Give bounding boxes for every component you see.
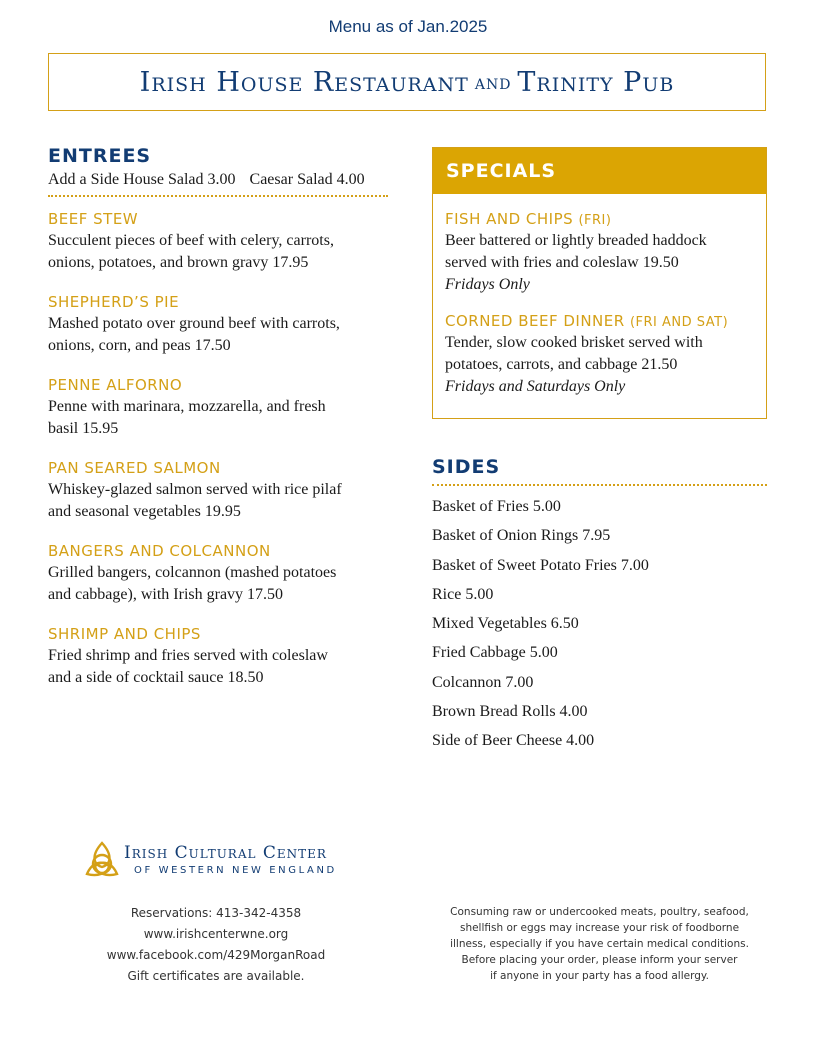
- entrees-section: [48, 145, 388, 708]
- entree-item: [48, 459, 388, 542]
- warning-line: Before placing your order, please inform your server: [461, 954, 738, 966]
- contact-info: [90, 903, 342, 987]
- side-item: Basket of Fries 5.00: [432, 498, 561, 515]
- logo-name: Irish Cultural Center: [124, 843, 327, 863]
- entree-description: Fried shrimp and fries served with coleslaw and a side of cocktail sauce 18.50: [48, 647, 328, 686]
- special-availability: Fridays and Saturdays Only: [445, 378, 626, 395]
- warning-line: Consuming raw or undercooked meats, poultry, seafood,: [450, 906, 749, 918]
- side-item: Brown Bread Rolls 4.00: [432, 703, 588, 721]
- warning-line: if anyone in your party has a food allergy.: [490, 970, 709, 982]
- entree-item: [48, 210, 388, 293]
- side-item: Mixed Vegetables 6.50: [432, 615, 579, 633]
- specials-heading: SPECIALS: [433, 148, 766, 194]
- special-item: [433, 312, 766, 398]
- irish-cultural-center-logo: [82, 840, 362, 882]
- entree-name: PENNE ALFORNO: [48, 376, 183, 394]
- side-item: Side of Beer Cheese 4.00: [432, 732, 595, 750]
- special-name: CORNED BEEF DINNER (FRI AND SAT): [445, 312, 729, 330]
- side-item: Basket of Sweet Potato Fries 7.00: [432, 556, 649, 574]
- entree-description: Grilled bangers, colcannon (mashed potatoes and cabbage), with Irish gravy 17.50: [48, 564, 337, 603]
- sides-heading: SIDES: [432, 456, 501, 478]
- entree-description: Mashed potato over ground beef with carrots, onions, corn, and peas 17.50: [48, 315, 340, 354]
- side-house-salad: Add a Side House Salad 3.00: [48, 171, 236, 188]
- warning-line: shellfish or eggs may increase your risk of foodborne: [459, 922, 740, 934]
- food-safety-warning: [432, 904, 767, 984]
- restaurant-title-box: [48, 53, 766, 111]
- side-item: Basket of Onion Rings 7.95: [432, 527, 611, 545]
- special-item: [433, 210, 766, 296]
- specials-box: [432, 147, 767, 419]
- entree-item: [48, 625, 388, 708]
- entree-name: PAN SEARED SALMON: [48, 459, 221, 477]
- reservations-phone: Reservations: 413-342-4358: [130, 906, 302, 920]
- entree-name: SHEPHERD’S PIE: [48, 293, 180, 311]
- caesar-salad: Caesar Salad 4.00: [249, 171, 365, 188]
- side-item: Fried Cabbage 5.00: [432, 644, 558, 662]
- menu-date-note: Menu as of Jan.2025: [328, 17, 488, 36]
- entrees-salad-line: [48, 171, 388, 197]
- entree-name: SHRIMP AND CHIPS: [48, 625, 201, 643]
- restaurant-title-part1: Irish House Restaurant: [139, 66, 469, 98]
- entree-item: [48, 293, 388, 376]
- entree-name: BEEF STEW: [48, 210, 139, 228]
- entree-description: Whiskey-glazed salmon served with rice pilaf and seasonal vegetables 19.95: [48, 481, 342, 520]
- sides-divider: [432, 484, 767, 486]
- special-description: Tender, slow cooked brisket served with potatoes, carrots, and cabbage 21.50: [445, 334, 703, 373]
- entree-item: [48, 376, 388, 459]
- logo-subtitle: OF WESTERN NEW ENGLAND: [134, 865, 337, 876]
- special-availability: Fridays Only: [445, 276, 530, 293]
- side-item: Rice 5.00: [432, 585, 494, 603]
- warning-line: illness, especially if you have certain medical conditions.: [450, 938, 749, 950]
- facebook-link[interactable]: www.facebook.com/429MorganRoad: [106, 948, 326, 962]
- restaurant-title-part2: Trinity Pub: [517, 66, 675, 98]
- entree-description: Succulent pieces of beef with celery, carrots, onions, potatoes, and brown gravy 17.95: [48, 232, 334, 271]
- celtic-knot-icon: [82, 840, 122, 880]
- entree-item: [48, 542, 388, 625]
- entree-name: BANGERS AND COLCANNON: [48, 542, 271, 560]
- side-salad-options: [48, 171, 388, 189]
- entrees-heading: ENTREES: [48, 145, 152, 167]
- gift-certificates-note: Gift certificates are available.: [127, 969, 305, 983]
- website-link[interactable]: www.irishcenterwne.org: [143, 927, 289, 941]
- special-description: Beer battered or lightly breaded haddock served with fries and coleslaw 19.50: [445, 232, 707, 271]
- restaurant-title-and: and: [474, 70, 512, 94]
- entree-description: Penne with marinara, mozzarella, and fresh basil 15.95: [48, 398, 326, 437]
- special-name: FISH AND CHIPS (FRI): [445, 210, 612, 228]
- side-item: Colcannon 7.00: [432, 673, 534, 691]
- sides-list: [432, 496, 767, 760]
